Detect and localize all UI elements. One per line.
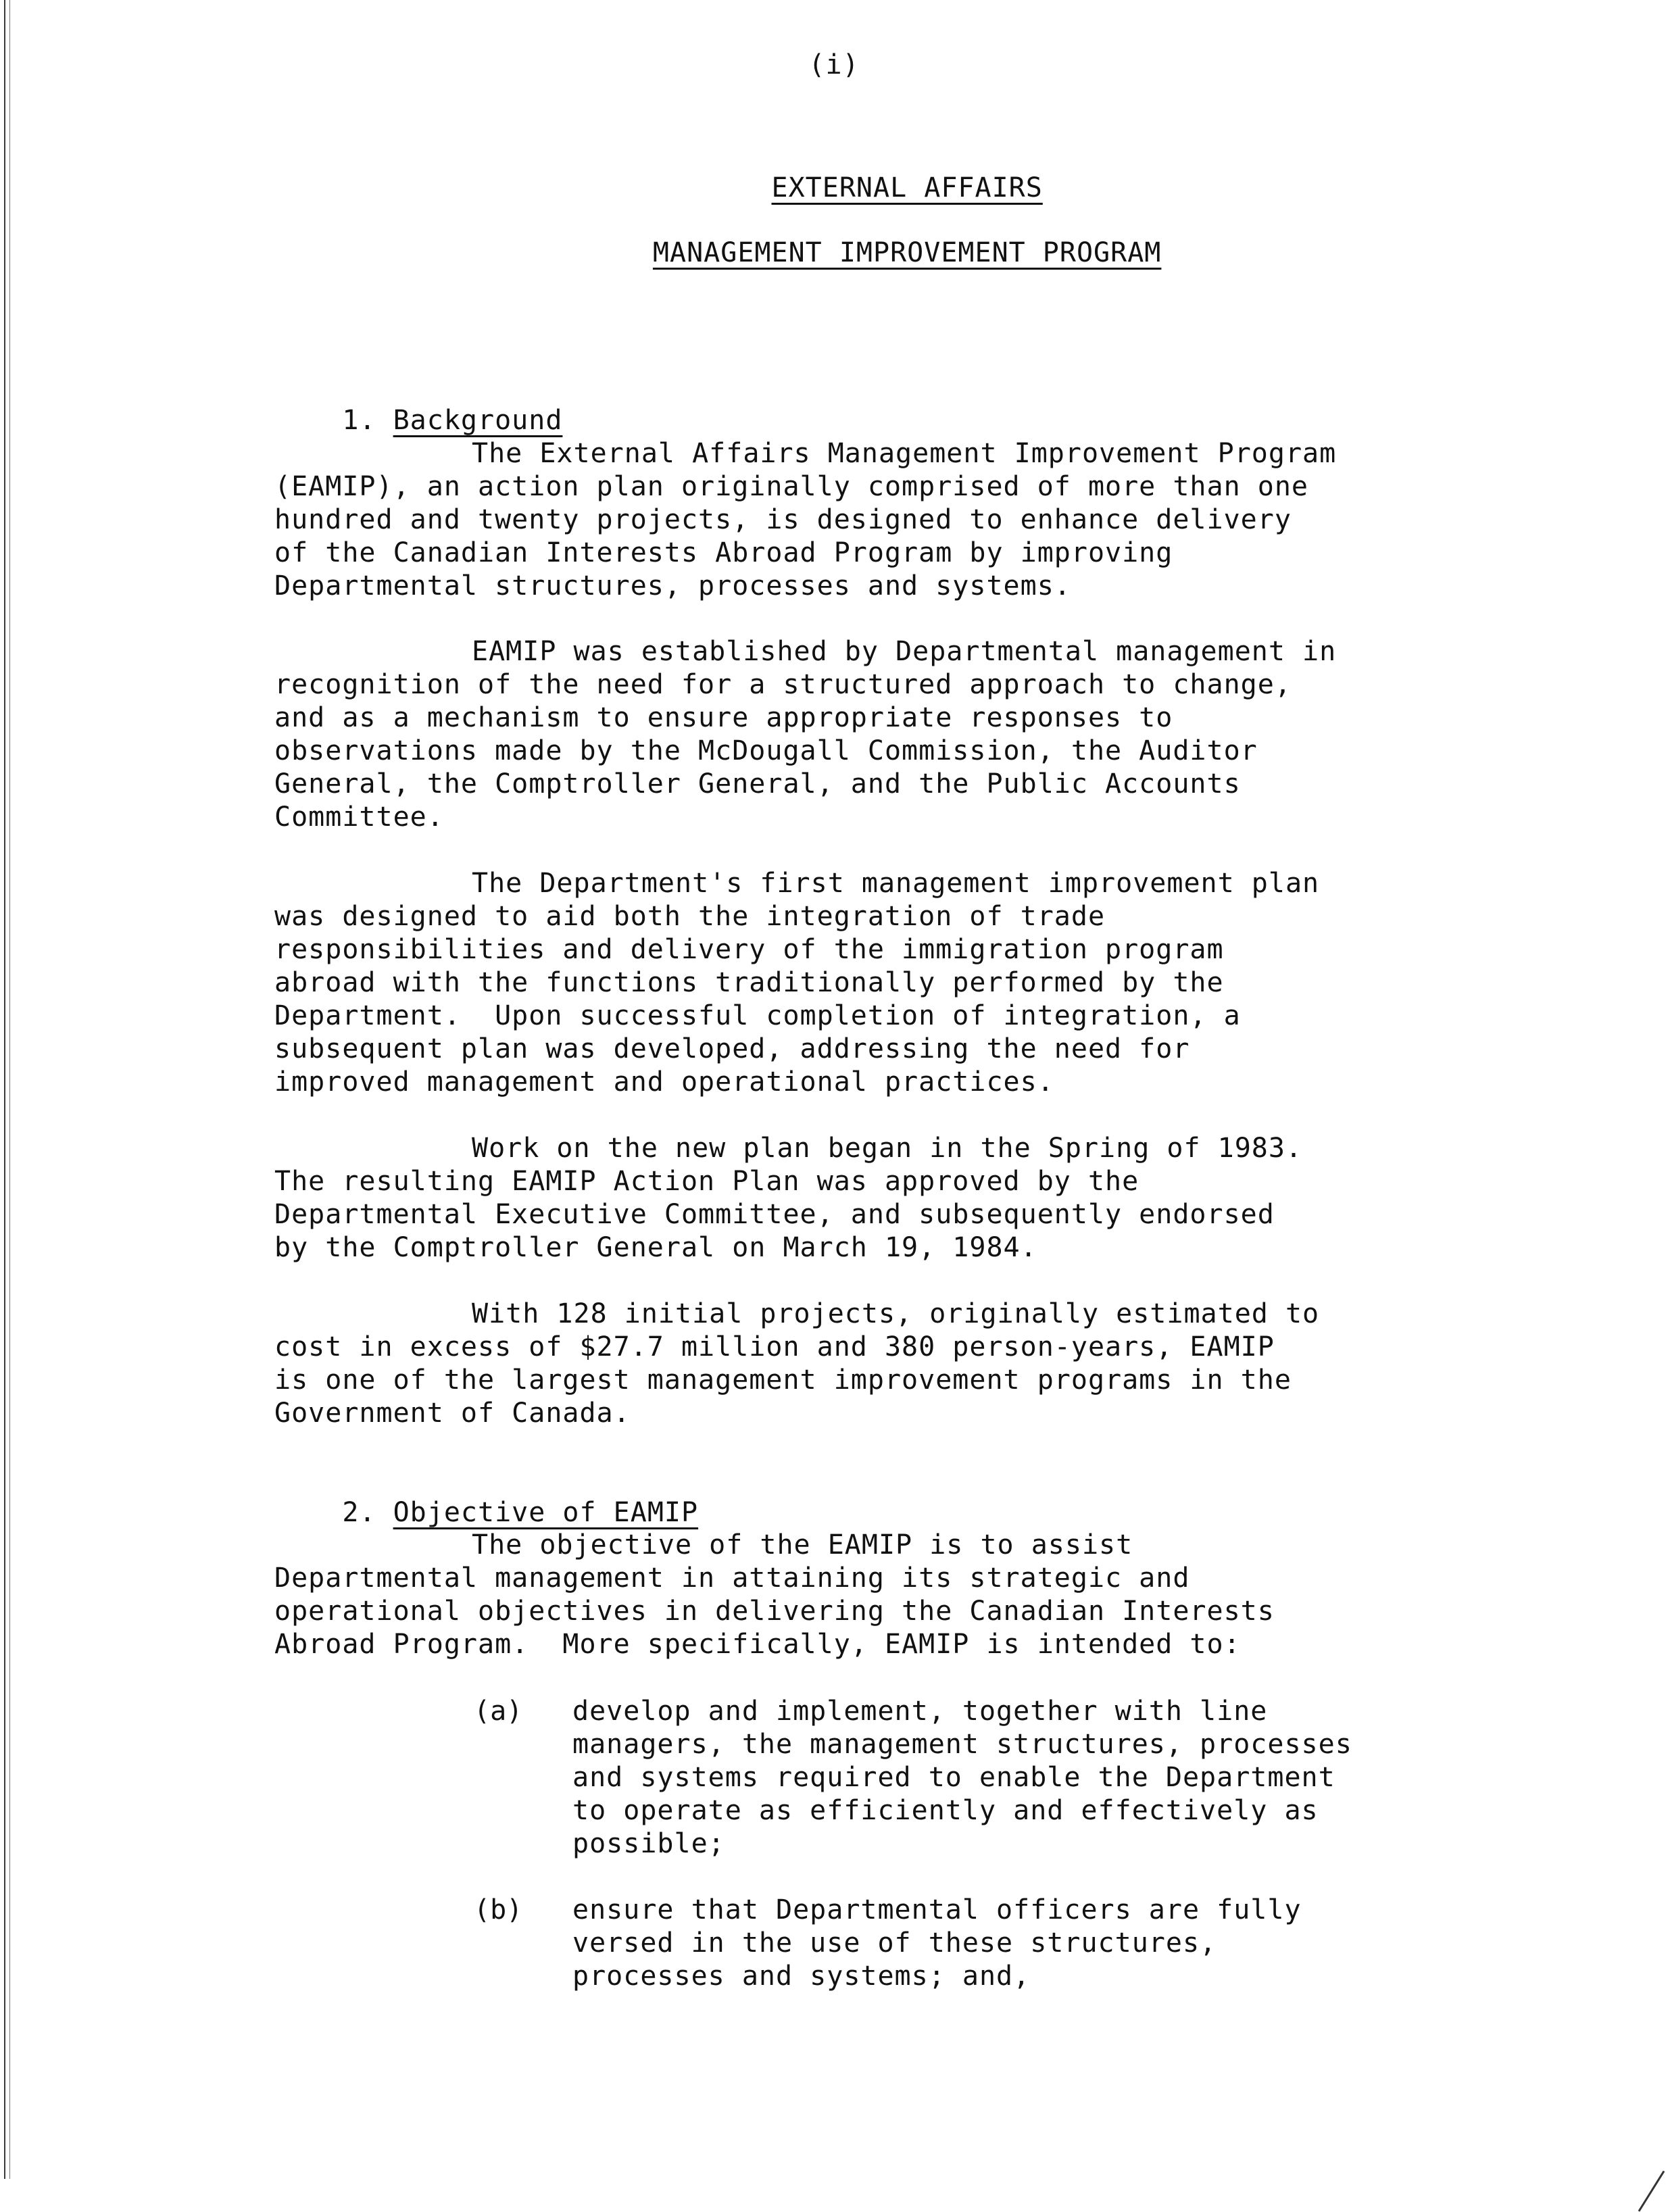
paragraph-line: and as a mechanism to ensure appropriate responses to bbox=[274, 702, 1173, 733]
paragraph-1 bbox=[274, 437, 1511, 603]
binding-edge-inner bbox=[9, 0, 10, 2179]
page-number: (i) bbox=[808, 49, 860, 80]
list-item-label-b: (b) bbox=[474, 1894, 523, 1925]
paragraph-line: improved management and operational practices. bbox=[274, 1066, 1054, 1098]
paragraph-line: Abroad Program. More specifically, EAMIP is intended to: bbox=[274, 1629, 1241, 1660]
paragraph-line: responsibilities and delivery of the immigration program bbox=[274, 934, 1224, 965]
paragraph-6 bbox=[274, 1529, 1511, 1661]
section-2-number: 2. bbox=[342, 1497, 376, 1528]
paragraph-line: With 128 initial projects, originally estimated to bbox=[472, 1298, 1320, 1329]
paragraph-line: Government of Canada. bbox=[274, 1398, 631, 1429]
list-item-line: possible; bbox=[572, 1828, 725, 1859]
corner-pen-mark bbox=[1638, 2171, 1665, 2212]
paragraph-line: General, the Comptroller General, and the Public Accounts bbox=[274, 768, 1241, 800]
list-item-line: managers, the management structures, processes bbox=[572, 1729, 1352, 1760]
list-item-line: versed in the use of these structures, bbox=[572, 1927, 1217, 1959]
binding-edge bbox=[4, 0, 5, 2179]
paragraph-line: The resulting EAMIP Action Plan was approved by the bbox=[274, 1166, 1139, 1197]
paragraph-line: The External Affairs Management Improvement Program bbox=[472, 438, 1337, 469]
paragraph-2 bbox=[274, 635, 1511, 834]
paragraph-4 bbox=[274, 1132, 1511, 1264]
list-item-a bbox=[572, 1695, 1352, 1861]
paragraph-line: operational objectives in delivering the Canadian Interests bbox=[274, 1596, 1275, 1627]
paragraph-line: Work on the new plan began in the Spring of 1983. bbox=[472, 1133, 1303, 1164]
paragraph-line: by the Comptroller General on March 19, 1984. bbox=[274, 1232, 1037, 1263]
paragraph-line: cost in excess of $27.7 million and 380 person-years, EAMIP bbox=[274, 1331, 1275, 1362]
paragraph-line: Department. Upon successful completion of integration, a bbox=[274, 1000, 1241, 1031]
paragraph-line: of the Canadian Interests Abroad Program by improving bbox=[274, 537, 1173, 568]
section-1-number: 1. bbox=[342, 405, 376, 436]
list-item-b bbox=[572, 1894, 1302, 1993]
paragraph-line: hundred and twenty projects, is designed to enhance delivery bbox=[274, 504, 1292, 535]
list-item-line: to operate as efficiently and effectively as bbox=[572, 1795, 1319, 1826]
list-item-line: processes and systems; and, bbox=[572, 1961, 1031, 1992]
paragraph-5 bbox=[274, 1298, 1511, 1430]
paragraph-line: observations made by the McDougall Commission, the Auditor bbox=[274, 735, 1258, 766]
paragraph-line: The objective of the EAMIP is to assist bbox=[472, 1529, 1133, 1560]
paragraph-line: is one of the largest management improvement programs in the bbox=[274, 1365, 1292, 1396]
paragraph-line: Departmental structures, processes and systems. bbox=[274, 570, 1071, 601]
paragraph-line: EAMIP was established by Departmental management in bbox=[472, 636, 1337, 667]
list-item-line: develop and implement, together with line bbox=[572, 1696, 1268, 1727]
paragraph-line: abroad with the functions traditionally performed by the bbox=[274, 967, 1224, 998]
paragraph-line: (EAMIP), an action plan originally comprised of more than one bbox=[274, 471, 1309, 502]
heading-management-improvement-program: MANAGEMENT IMPROVEMENT PROGRAM bbox=[652, 237, 1162, 268]
paragraph-line: The Department's first management improvement plan bbox=[472, 868, 1320, 899]
paragraph-line: recognition of the need for a structured approach to change, bbox=[274, 669, 1292, 700]
heading-line-2 bbox=[39, 203, 1668, 303]
paragraph-line: subsequent plan was developed, addressing the need for bbox=[274, 1033, 1190, 1064]
section-1-title: Background bbox=[393, 405, 563, 436]
paragraph-line: Committee. bbox=[274, 802, 444, 833]
paragraph-3 bbox=[274, 867, 1511, 1099]
paragraph-line: was designed to aid both the integration of trade bbox=[274, 901, 1106, 932]
heading-external-affairs: EXTERNAL AFFAIRS bbox=[771, 172, 1043, 203]
list-item-label-a: (a) bbox=[474, 1696, 523, 1727]
paragraph-line: Departmental Executive Committee, and subsequently endorsed bbox=[274, 1199, 1275, 1230]
list-item-line: and systems required to enable the Department bbox=[572, 1762, 1335, 1793]
list-item-line: ensure that Departmental officers are fully bbox=[572, 1894, 1302, 1925]
paragraph-line: Departmental management in attaining its strategic and bbox=[274, 1563, 1190, 1594]
section-2-title: Objective of EAMIP bbox=[393, 1497, 699, 1528]
